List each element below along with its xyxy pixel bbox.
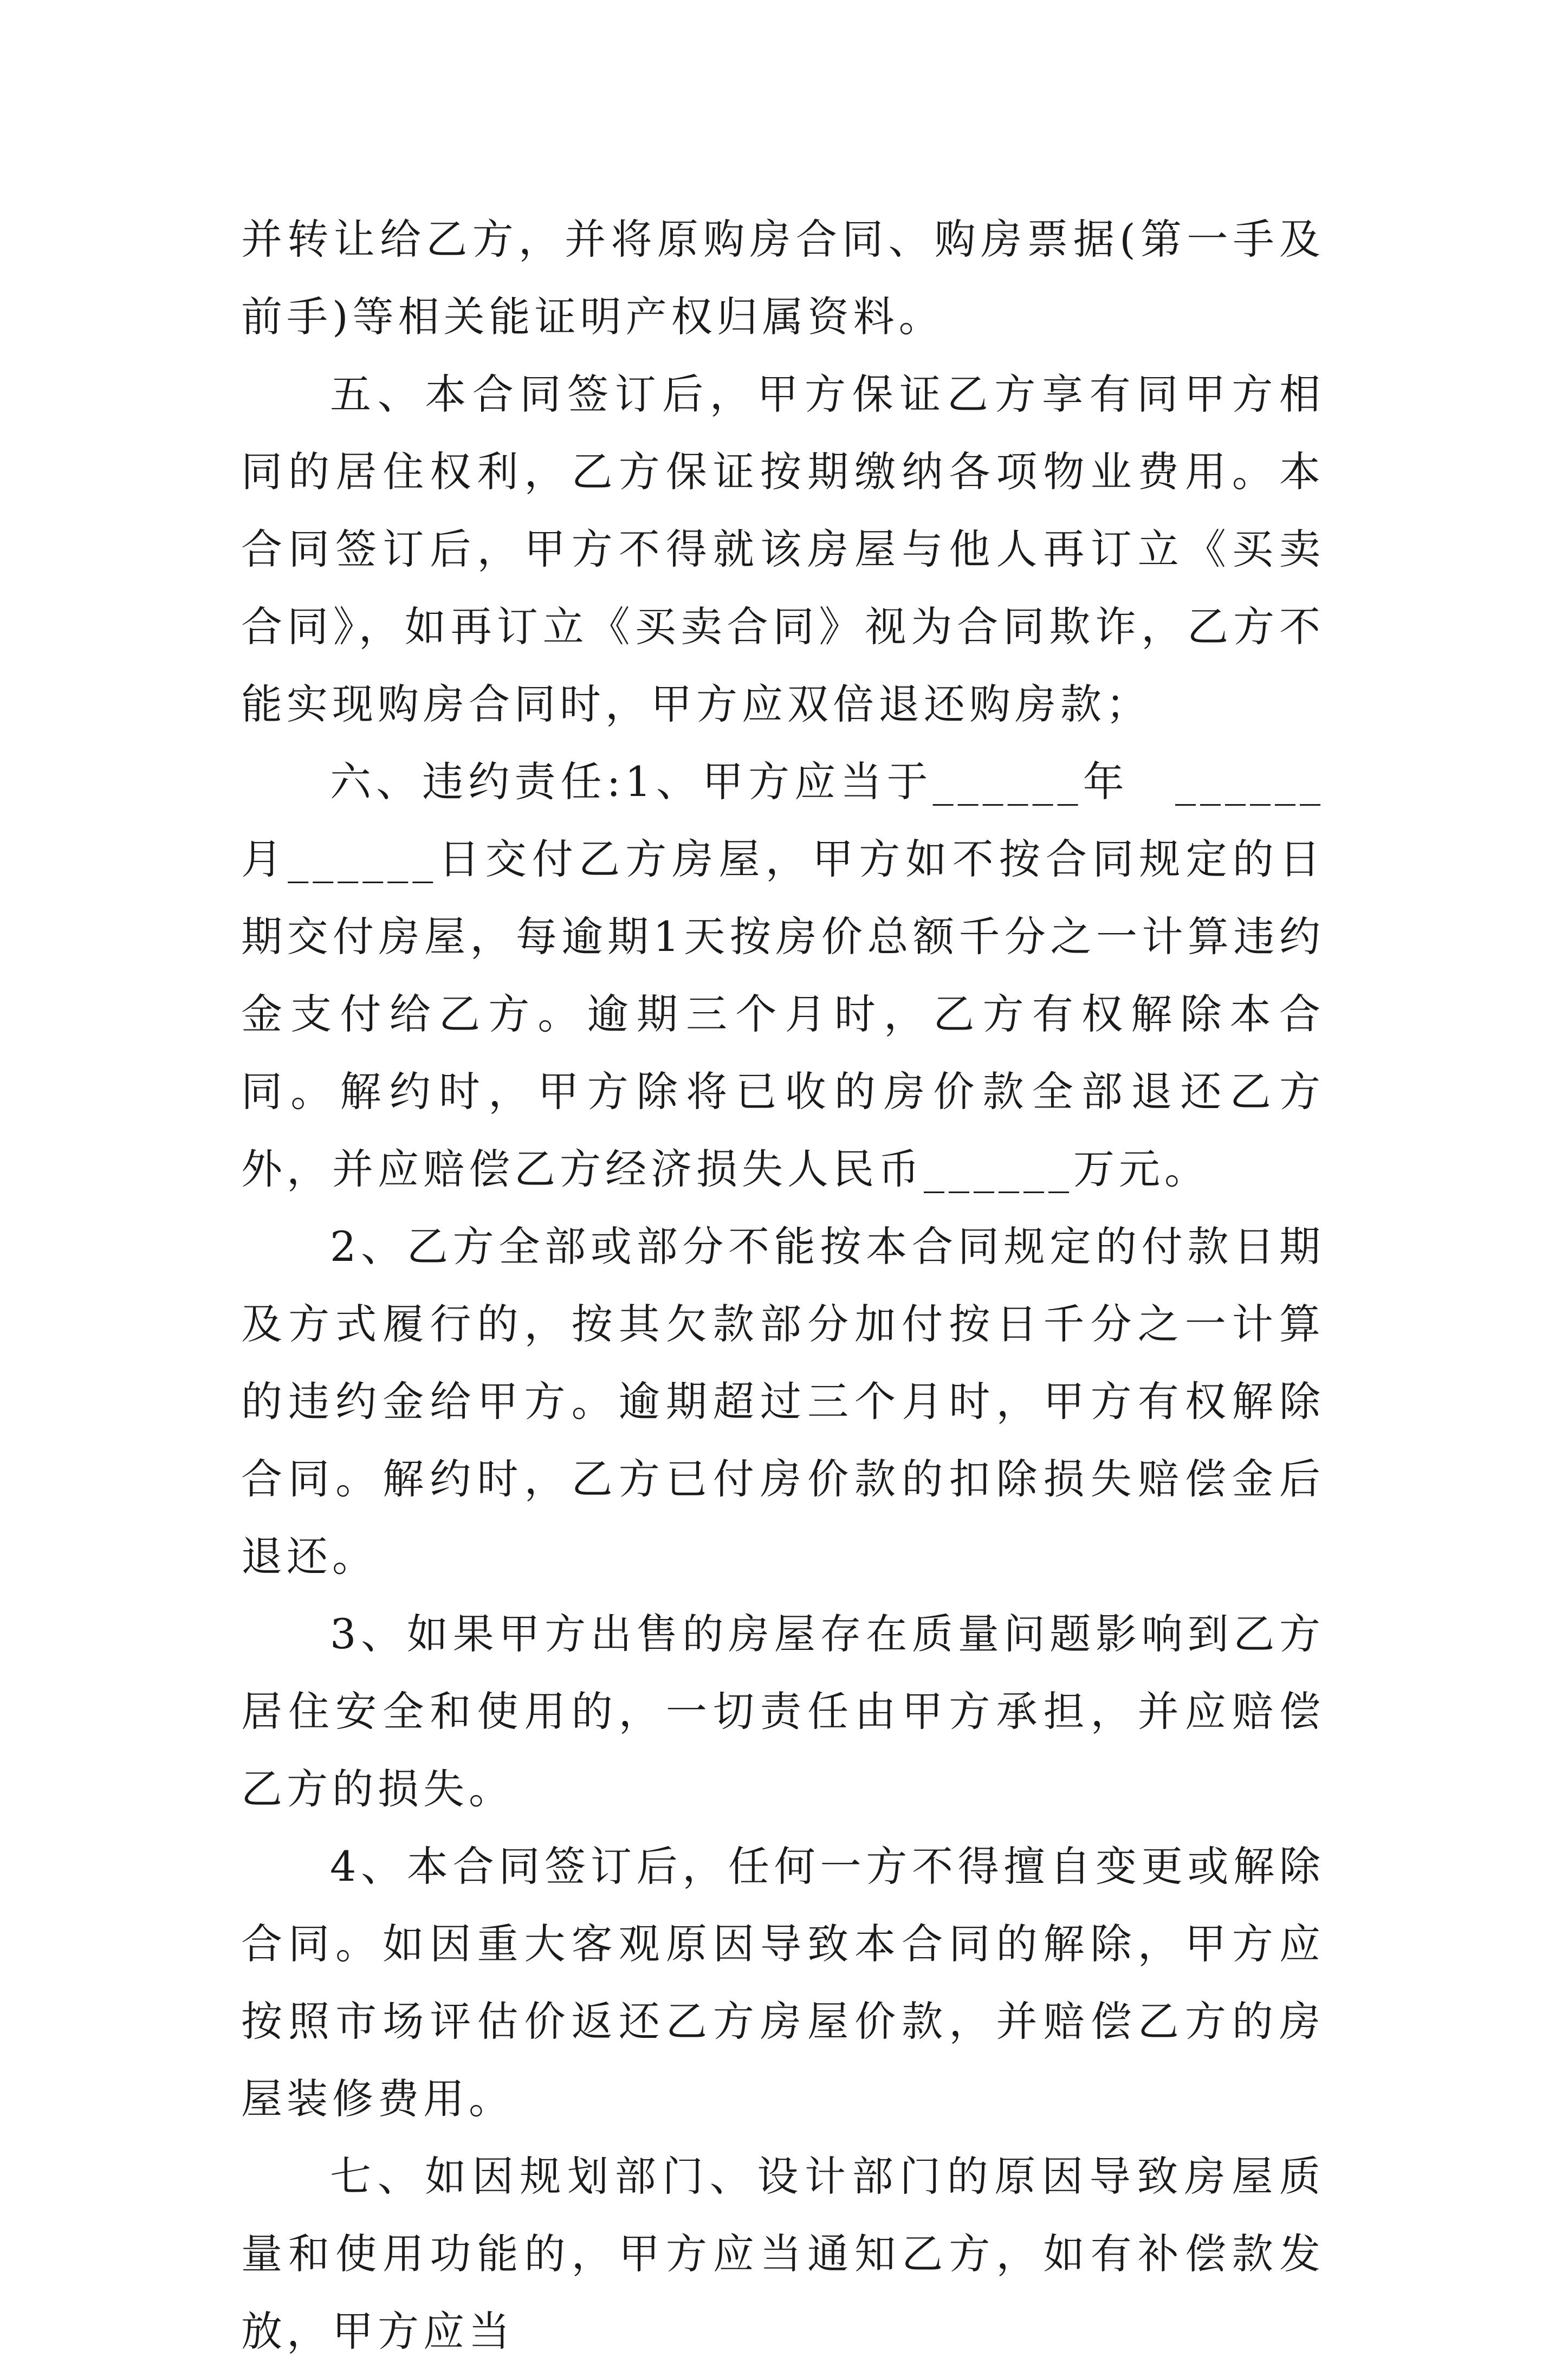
- paragraph-clause-6-1: 六、违约责任:1、甲方应当于______年 ______月______日交付乙方房屋，甲方如不按合同规定的日期交付房屋，每逾期1天按房价总额千分之一计算违约金支付给乙方。逾期三个月时，乙方有权解除本合同。解约时，甲方除将已收的房价款全部退还乙方外，并应赔偿乙方经济损失人民币______万元。: [241, 757, 1325, 1193]
- contract-body: [241, 200, 1325, 2370]
- paragraph-clause-6-4: 4、本合同签订后，任何一方不得擅自变更或解除合同。如因重大客观原因导致本合同的解除，甲方应按照市场评估价返还乙方房屋价款，并赔偿乙方的房屋装修费用。: [241, 1842, 1325, 2123]
- paragraph-continuation: 并转让给乙方，并将原购房合同、购房票据(第一手及前手)等相关能证明产权归属资料。: [241, 215, 1325, 341]
- paragraph-clause-6-3: 3、如果甲方出售的房屋存在质量问题影响到乙方居住安全和使用的，一切责任由甲方承担，并应赔偿乙方的损失。: [241, 1610, 1325, 1813]
- paragraph-clause-5: 五、本合同签订后，甲方保证乙方享有同甲方相同的居住权利，乙方保证按期缴纳各项物业费用。本合同签订后，甲方不得就该房屋与他人再订立《买卖合同》，如再订立《买卖合同》视为合同欺诈，乙方不能实现购房合同时，甲方应双倍退还购房款；: [241, 370, 1325, 728]
- paragraph-clause-7: 七、如因规划部门、设计部门的原因导致房屋质量和使用功能的，甲方应当通知乙方，如有补偿款发放，甲方应当: [241, 2152, 1325, 2355]
- paragraph-clause-6-2: 2、乙方全部或部分不能按本合同规定的付款日期及方式履行的，按其欠款部分加付按日千分之一计算的违约金给甲方。逾期超过三个月时，甲方有权解除合同。解约时，乙方已付房价款的扣除损失赔偿金后退还。: [241, 1222, 1325, 1581]
